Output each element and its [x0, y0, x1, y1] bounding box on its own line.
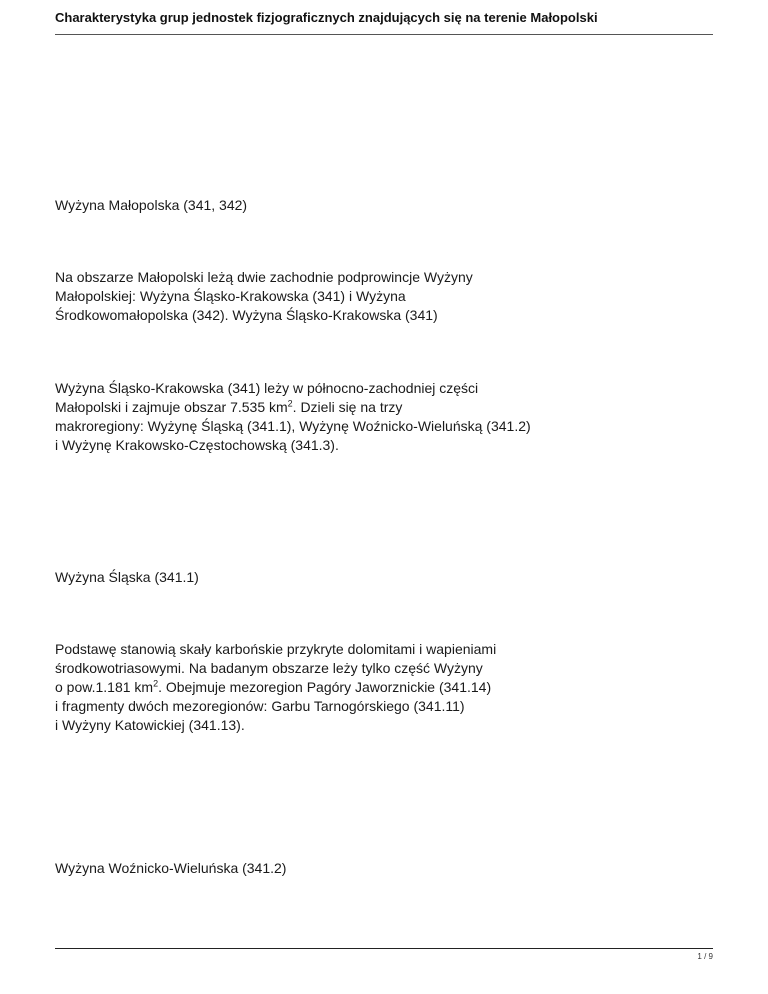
paragraph-line: Na obszarze Małopolski leżą dwie zachodnie podprowincje Wyżyny [55, 269, 473, 285]
footer-divider [55, 948, 713, 949]
paragraph-line: makroregiony: Wyżynę Śląską (341.1), Wyżynę Woźnicko-Wieluńską (341.2) [55, 418, 531, 434]
section-heading-wyzyna-woznicko-wielunska: Wyżyna Woźnicko-Wieluńska (341.2) [55, 860, 287, 876]
paragraph-line [55, 678, 491, 697]
superscript: 2 [287, 398, 293, 409]
paragraph-line [55, 398, 402, 417]
paragraph-line: Środkowomałopolska (342). Wyżyna Śląsko-Krakowska (341) [55, 307, 438, 323]
paragraph-line: i Wyżyny Katowickiej (341.13). [55, 717, 245, 733]
paragraph-text: Małopolski i zajmuje obszar 7.535 km [55, 399, 288, 415]
paragraph-text: o pow.1.181 km [55, 679, 154, 695]
superscript: 2 [153, 678, 159, 689]
paragraph-text: . Dzieli się na trzy [292, 399, 403, 415]
paragraph-text: . Obejmuje mezoregion Pagóry Jaworznickie (341.14) [158, 679, 492, 695]
paragraph-line: Wyżyna Śląsko-Krakowska (341) leży w północno-zachodniej części [55, 380, 479, 396]
section-heading-wyzyna-slaska: Wyżyna Śląska (341.1) [55, 569, 199, 585]
paragraph-line: i Wyżynę Krakowsko-Częstochowską (341.3). [55, 437, 339, 453]
section-heading-wyzyna-malopolska: Wyżyna Małopolska (341, 342) [55, 197, 248, 213]
document-header: Charakterystyka grup jednostek fizjograficznych znajdujących się na terenie Małopolski [55, 10, 598, 25]
paragraph-line: i fragmenty dwóch mezoregionów: Garbu Tarnogórskiego (341.11) [55, 698, 465, 714]
page-number: 1 / 9 [697, 952, 713, 961]
paragraph-line: Małopolskiej: Wyżyna Śląsko-Krakowska (341) i Wyżyna [55, 288, 406, 304]
paragraph-line: środkowotriasowymi. Na badanym obszarze leży tylko część Wyżyny [55, 660, 483, 676]
paragraph-line: Podstawę stanowią skały karbońskie przykryte dolomitami i wapieniami [55, 641, 497, 657]
header-divider [55, 34, 713, 35]
